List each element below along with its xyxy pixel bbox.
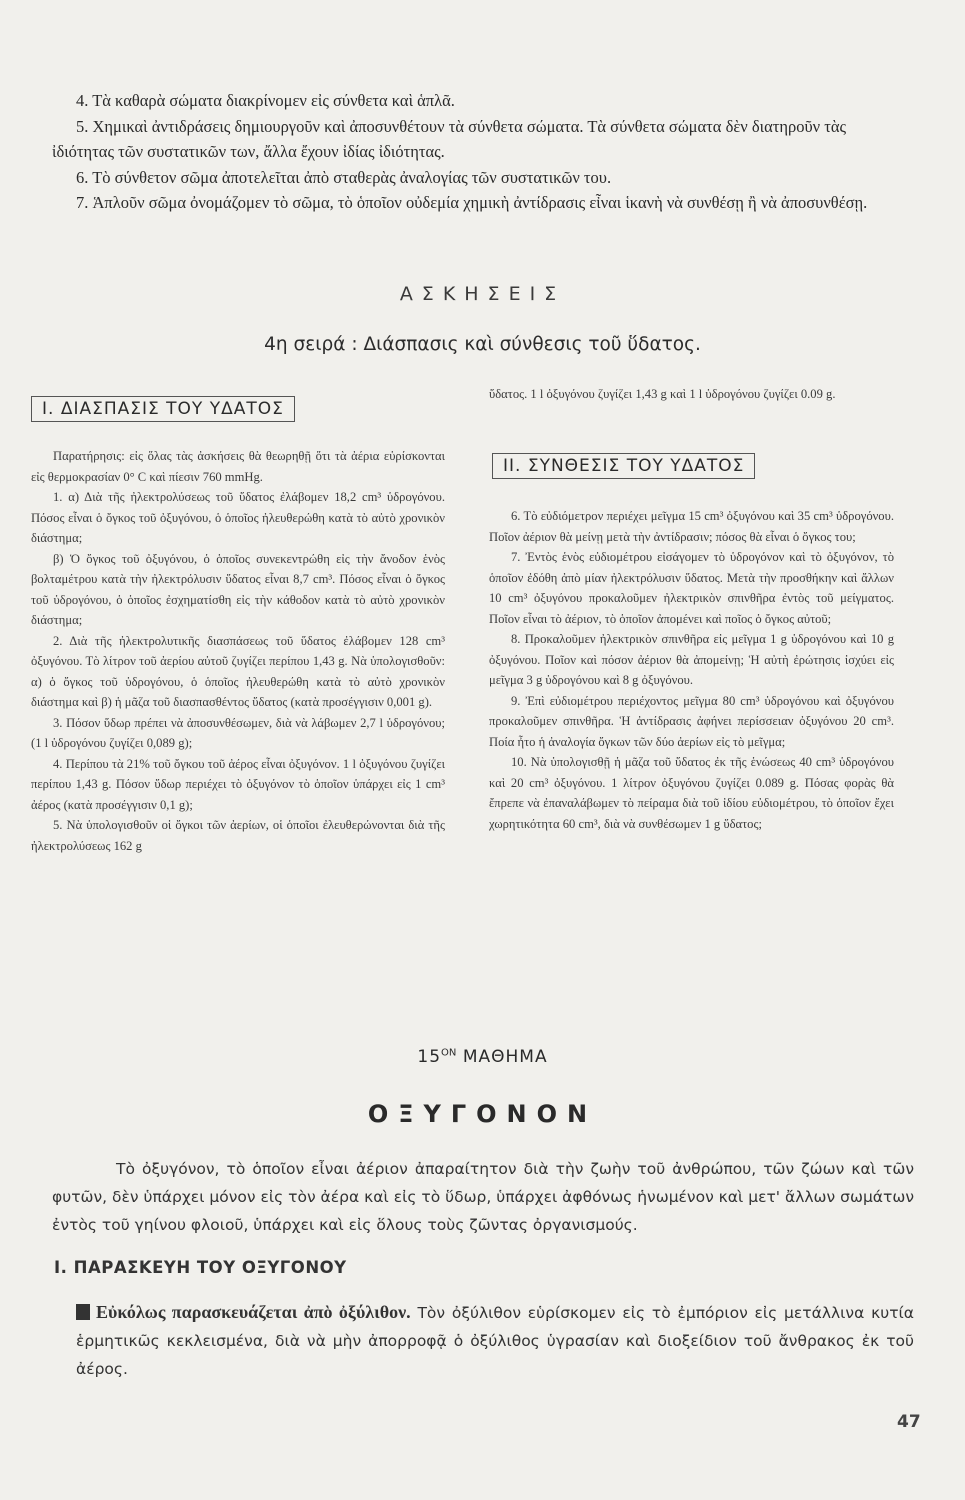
preparation-lead: Εὐκόλως παρασκευάζεται ἀπὸ ὀξύλιθον.	[96, 1302, 411, 1322]
exercise-8: 8. Προκαλοῦμεν ἠλεκτρικὸν σπινθῆρα εἰς μεῖγμα 1 g ὑδρογόνου καὶ 10 g ὀξυγόνου. Ποῖον καὶ πόσον ἀέριον θὰ ἀπομείνῃ; Ἡ αὐτὴ ἐρώτησις ἰσχύει εἰς μεῖγμα 3 g ὑδρογόνου καὶ 8 g ὀξυγόνου.	[489, 632, 894, 687]
lesson-number: 15	[417, 1047, 442, 1067]
topic-title: ΟΞΥΓΟΝΟΝ	[367, 1100, 598, 1128]
section-a-column	[31, 446, 445, 856]
summary-item-4: 4. Τὰ καθαρὰ σώματα διακρίνομεν εἰς σύνθετα καὶ ἁπλᾶ.	[76, 91, 455, 110]
exercise-3: 3. Πόσον ὕδωρ πρέπει νὰ ἀποσυνθέσωμεν, διὰ νὰ λάβωμεν 2,7 l ὑδρογόνου; (1 l ὑδρογόνου ζυγίζει 0,089 g);	[31, 715, 445, 750]
exercises-title: ΑΣΚΗΣΕΙΣ	[399, 283, 566, 305]
exercise-7: 7. Ἐντὸς ἑνὸς εὐδιομέτρου εἰσάγομεν τὸ ὑδρογόνον καὶ τὸ ὀξυγόνον, τὸ ὁποῖον ἐδόθη ἀπὸ μίαν ἠλεκτρόλυσιν ὕδατος. Μετὰ τὴν προσθήκην καὶ ἄλλων 10 cm³ ὀξυγόνου προκαλοῦμεν ἠλεκτρικὸν σπινθῆρα ἐντὸς τοῦ μείγματος. Ποῖον εἶναι τὸ ἀέριον, τὸ ὁποῖον ἀπομένει καὶ ποῖος ὁ ὄγκος αὐτοῦ;	[489, 550, 894, 626]
exercise-1a: 1. α) Διὰ τῆς ἠλεκτρολύσεως τοῦ ὕδατος ἐλάβομεν 18,2 cm³ ὑδρογόνου. Πόσος εἶναι ὁ ὄγκος τοῦ ὀξυγόνου, ὁ ὁποῖος ἠλευθερώθη κατὰ τὸ αὐτὸ χρονικὸν διάστημα;	[31, 490, 445, 545]
section-a-heading: Ι. ΔΙΑΣΠΑΣΙΣ ΤΟΥ ΥΔΑΤΟΣ	[31, 396, 295, 422]
section-b-heading: ΙΙ. ΣΥΝΘΕΣΙΣ ΤΟΥ ΥΔΑΤΟΣ	[492, 453, 755, 479]
summary-item-7: 7. Ἁπλοῦν σῶμα ὀνομάζομεν τὸ σῶμα, τὸ ὁποῖον οὐδεμία χημικὴ ἀντίδρασις εἶναι ἱκανὴ νὰ συνθέσῃ ἢ νὰ ἀποσυνθέσῃ.	[76, 193, 868, 212]
section-b-column	[489, 506, 894, 834]
series-title: 4η σειρά : Διάσπασις καὶ σύνθεσις τοῦ ὕδατος.	[264, 334, 701, 355]
section-1-heading: Ι. ΠΑΡΑΣΚΕΥΗ ΤΟΥ ΟΞΥΓΟΝΟΥ	[54, 1258, 347, 1277]
observation-note: Παρατήρησις: εἰς ὅλας τὰς ἀσκήσεις θὰ θεωρηθῇ ὅτι τὰ ἀέρια εὑρίσκονται εἰς θερμοκρασίαν 0° C καὶ πίεσιν 760 mmHg.	[31, 449, 445, 484]
exercise-5-continuation: ὕδατος. 1 l ὀξυγόνου ζυγίζει 1,43 g καὶ 1 l ὑδρογόνου ζυγίζει 0.09 g.	[489, 387, 836, 401]
preparation-text: Τὸν ὀξύλιθον εὑρίσκομεν εἰς τὸ ἐμπόριον εἰς μετάλλινα κυτία ἑρμητικῶς κεκλεισμένα, διὰ νὰ μὴν ἀπορροφᾷ ὁ ὀξύλιθος ὑγρασίαν καὶ διοξείδιον τοῦ ἄνθρακος ἐκ τοῦ ἀέρος.	[76, 1304, 914, 1378]
exercise-10: 10. Νὰ ὑπολογισθῇ ἡ μᾶζα τοῦ ὕδατος ἐκ τῆς ἑνώσεως 40 cm³ ὑδρογόνου καὶ 20 cm³ ὀξυγόνου. 1 λίτρον ὀξυγόνου ζυγίζει 0.089 g. Πόσας φορὰς θὰ ἔπρεπε νὰ ἐπαναλάβωμεν τὸ πείραμα διὰ τοῦ ἰδίου εὐδιομέτρου, τὸ ὁποῖον ἔχει χωρητικότητα 60 cm³, διὰ νὰ συνθέσωμεν 1 g ὕδατος;	[489, 755, 894, 831]
exercise-1b: β) Ὁ ὄγκος τοῦ ὀξυγόνου, ὁ ὁποῖος συνεκεντρώθη εἰς τὴν ἄνοδον ἑνὸς βολταμέτρου κατὰ τὴν ἠλεκτρόλυσιν ὕδατος εἶναι 8,7 cm³. Πόσος εἶναι ὁ ὄγκος τοῦ ὑδρογόνου, ὁ ὁποῖος ἐσχηματίσθη εἰς τὴν κάθοδον κατὰ τὸ αὐτὸ χρονικὸν διάστημα;	[31, 551, 445, 627]
section-b-continuation-block	[489, 384, 894, 405]
exercise-5: 5. Νὰ ὑπολογισθοῦν οἱ ὄγκοι τῶν ἀερίων, οἱ ὁποῖοι ἐλευθερώνονται διὰ τῆς ἠλεκτρολύσεως 162 g	[31, 818, 445, 853]
lesson-word: ΜΑΘΗΜΑ	[462, 1047, 548, 1067]
exercise-2: 2. Διὰ τῆς ἠλεκτρολυτικῆς διασπάσεως τοῦ ὕδατος ἐλάβομεν 128 cm³ ὀξυγόνου. Τὸ λίτρον τοῦ ἀερίου αὐτοῦ ζυγίζει περίπου 1,43 g. Νὰ ὑπολογισθοῦν: α) ὁ ὄγκος τοῦ ὑδρογόνου, ὁ ὁποῖος ἠλευθερώθη κατὰ τὸ αὐτὸ χρονικὸν διάστημα καὶ β) ἡ μᾶζα τοῦ διασπασθέντος ὕδατος (κατὰ προσέγγισιν 0,001 g).	[31, 633, 445, 709]
page-number: 47	[897, 1412, 921, 1432]
preparation-paragraph	[76, 1298, 914, 1383]
summary-item-5: 5. Χημικαὶ ἀντιδράσεις δημιουργοῦν καὶ ἀποσυνθέτουν τὰ σύνθετα σώματα. Τὰ σύνθετα σώματα δὲν διατηροῦν τὰς ἰδιότητας τῶν συστατικῶν των, ἄλλα ἔχουν ἰδίας ἰδιότητας.	[52, 116, 847, 161]
exercise-9: 9. Ἐπὶ εὐδιομέτρου περιέχοντος μεῖγμα 80 cm³ ὑδρογόνου καὶ ὀξυγόνου προκαλοῦμεν σπινθῆρα. Ἡ ἀντίδρασις ἀφήνει περίσσειαν ὀξυγόνου 20 cm³. Ποία ἦτο ἡ ἀναλογία ὄγκων τῶν δύο ἀερίων εἰς τὸ μεῖγμα;	[489, 693, 894, 749]
intro-paragraph-block	[52, 1155, 914, 1239]
square-bullet-icon	[76, 1304, 90, 1320]
summary-list	[52, 88, 892, 216]
lesson-suffix: ΟΝ	[441, 1047, 457, 1059]
exercise-4: 4. Περίπου τὰ 21% τοῦ ὄγκου τοῦ ἀέρος εἶναι ὀξυγόνον. 1 l ὀξυγόνου ζυγίζει περίπου 1,43 g. Πόσον ὕδωρ περιέχει τὸ ὀξυγόνον τὸ ὁποῖον ὑπάρχει εἰς 1 cm³ ἀέρος (κατὰ προσέγγισιν 0,1 g);	[31, 756, 445, 812]
exercise-6: 6. Τὸ εὐδιόμετρον περιέχει μεῖγμα 15 cm³ ὀξυγόνου καὶ 35 cm³ ὑδρογόνου. Ποῖον ἀέριον θὰ μείνῃ μετὰ τὴν ἀντίδρασιν; πόσος θὰ εἶναι ὁ ὄγκος του;	[489, 509, 894, 544]
lesson-heading	[0, 1047, 965, 1067]
summary-item-6: 6. Τὸ σύνθετον σῶμα ἀποτελεῖται ἀπὸ σταθερὰς ἀναλογίας τῶν συστατικῶν του.	[76, 167, 612, 187]
intro-paragraph: Τὸ ὀξυγόνον, τὸ ὁποῖον εἶναι ἀέριον ἀπαραίτητον διὰ τὴν ζωὴν τοῦ ἀνθρώπου, τῶν ζώων καὶ τῶν φυτῶν, δὲν ὑπάρχει μόνον εἰς τὸν ἀέρα καὶ εἰς τὸ ὕδωρ, ὑπάρχει ἀφθόνως ἡνωμένον καὶ μετ' ἄλλων σωμάτων ἐντὸς τοῦ γηίνου φλοιοῦ, ὑπάρχει καὶ εἰς ὅλους τοὺς ζῶντας ὀργανισμούς.	[52, 1160, 914, 1234]
